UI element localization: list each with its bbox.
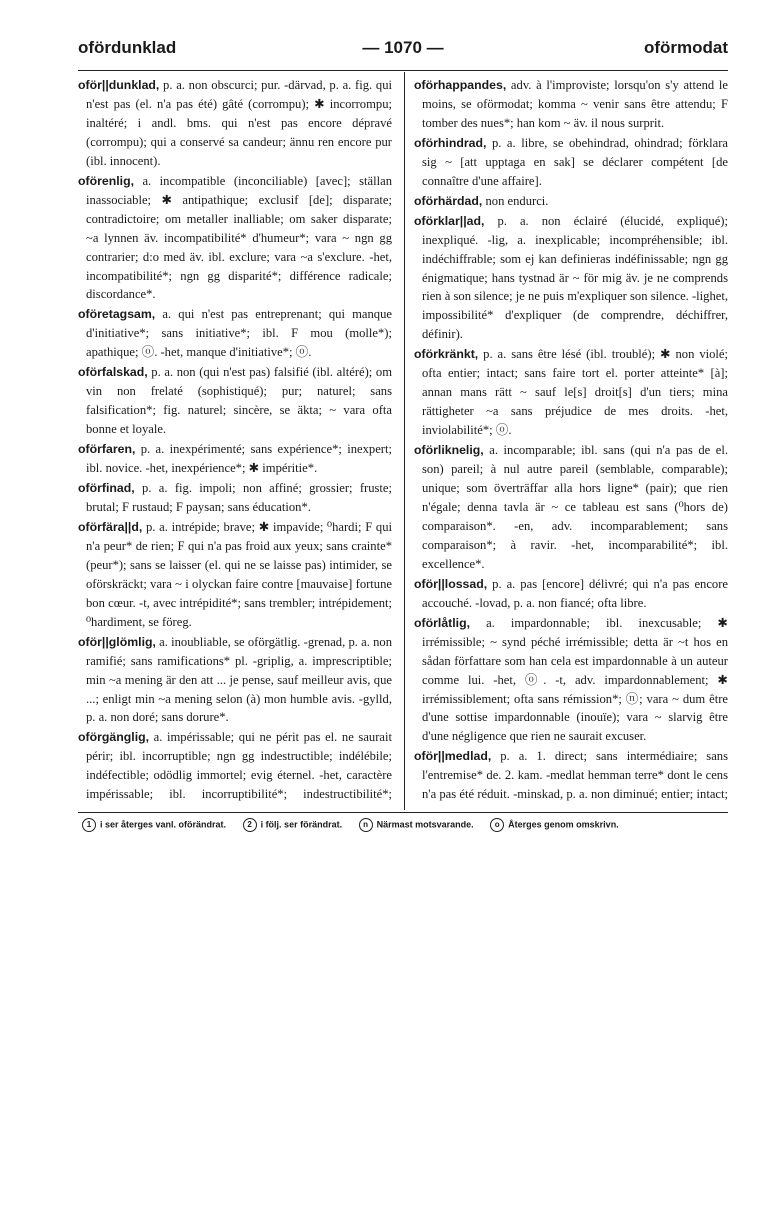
dictionary-entry (78, 76, 392, 171)
dictionary-entry (78, 363, 392, 439)
footnote-rule (78, 812, 728, 813)
headword: oföretagsam, (78, 307, 156, 322)
headword: oförlåtlig, (414, 615, 471, 630)
entry-text: p. a. non obscurci; pur. -därvad, p. a. fig. qui n'est pas (el. n'a pas été) gâté (corrompu); ✱ incorrompu; inaltéré; i andl. bms. qui n'est pas encore dépravé (corrompu); qui a conservé sa candeur; ännu ren encore pur (ibl. innocent). (86, 78, 392, 168)
headword: oför||glömlig, (78, 634, 156, 649)
headword: oförenlig, (78, 173, 135, 188)
dictionary-entry (414, 345, 728, 440)
dictionary-entry (78, 305, 392, 362)
footnote-text: i ser återges vanl. oförändrat. (100, 819, 227, 830)
dictionary-entry (78, 479, 392, 517)
entry-text: a. incomparable; ibl. sans (qui n'a pas de el. son) pareil; à nul autre pareil (semblable, comparable); unique; som överträffar alla hors ligne* (pair); que rien n'égale; denna tavla är ~ ce tableau est sans (⁰hors de) comparaison*. -en, adv. incomparablement; sans comparaison*; à ravir. -het, incomparabilité*; ibl. excellence*. (422, 443, 728, 571)
dictionary-entry (414, 134, 728, 191)
left-guide-word: ofördunklad (78, 38, 177, 57)
headword: oförfära||d, (78, 519, 143, 534)
dictionary-entry (414, 747, 728, 808)
entry-text: a. impardonnable; ibl. inexcusable; ✱ irrémissible; ~ synd péché irrémissible; detta är ~t hos en sådan författare som han cela est impardonnable à un auteur comme lui. -het, ⓞ. -t, adv. impardonnablement; ✱ irrémissiblement; ofta sans rémission*; ⓝ; vara ~ dum être d'une sottise impardonnable (inouïe); vara ~ slarvig être d'une négligence que rien ne saurait excuser. (422, 615, 728, 744)
headword: oför||dunklad, (78, 78, 160, 92)
dictionary-entry (414, 192, 728, 211)
entry-text: p. a. intrépide; brave; ✱ impavide; ⁰hardi; F qui n'a peur* de rien; F qui n'a pas froid aux yeux; sans crainte* (peur*); sans se laisser (el. qui ne se laisse pas) intimider, se oförskräckt; vara ~ i olyckan faire contre [mauvaise] fortune bon cœur. -t, avec intrépidité*; sans trembler; intrépidement; ⁰hardiment, se föreg. (86, 519, 392, 629)
entry-text: p. a. sans être lésé (ibl. troublé); ✱ non violé; ofta entier; intact; sans faire tort el. porter atteinte* [à]; annan mans rätt ~ sauf le[s] droit[s] d'un tiers; mina rättigheter ~a sans préjudice de mes droits. -het, inviolabilité*; ⓞ. (422, 347, 728, 438)
entry-text: adv. à l'improviste; lorsqu'on s'y attend le moins, se oförmodat; komma ~ venir sans être attendu; F tomber des nues*; han kom ~ äv. il nous surprit. (422, 78, 728, 130)
entry-text: non endurci. (482, 193, 549, 208)
footnote-text: Återges genom omskrivn. (508, 819, 619, 830)
dictionary-entry (414, 441, 728, 574)
entry-text: a. inoubliable, se oförgätlig. -grenad, p. a. non ramifié; sans ramifications* pl. -griplig, a. imprescriptible; min ~a mening är den att ... je pense, sauf meilleur avis, que ...; enligt min ~a mening selon (à) mon humble avis. -gylld, p. a. non doré; sans dorure*. (86, 634, 392, 725)
headword: oförliknelig, (414, 443, 484, 458)
footnote-item (82, 818, 226, 832)
entry-text: p. a. non éclairé (élucidé, expliqué); inexpliqué. -lig, a. inexplicable; incompréhensible; ibl. indéchiffrable; som ej kan definieras indéfinissable; ngn gg énigmatique; hans tystnad är ~ för mig äv. je ne comprends rien à son silence; je ne puis m'expliquer son silence. -lighet, impossibilité* d'expliquer (de comprendre, déchiffrer, définir). (422, 213, 728, 342)
dictionary-entry (78, 633, 392, 728)
entry-text: p. a. 1. direct; sans intermédiaire; sans l'entremise* de. 2. kam. -medlat hemman terre* dont le cens n'a pas été réduit. -minskad, p. a. non diminué; entier; intact; (422, 749, 728, 802)
right-column (414, 76, 728, 808)
dictionary-entry (78, 440, 392, 478)
page-number: — 1070 — (362, 38, 444, 57)
entry-text: p. a. libre, se obehindrad, ohindrad; förklara sig ~ [att upptaga en sak] se déclarer compétent [de connaître d'une affaire]. (422, 135, 728, 188)
entry-text: p. a. inexpérimenté; sans expérience*; inexpert; ibl. novice. -het, inexpérience*; ✱ impéritie*. (86, 442, 392, 476)
headword: oförgänglig, (78, 730, 150, 745)
dictionary-entry (414, 212, 728, 345)
dictionary-entry (78, 172, 392, 305)
headword: oförklar||ad, (414, 213, 485, 228)
page-header (78, 36, 728, 66)
dictionary-entry (78, 728, 392, 808)
footnote-item (243, 818, 343, 832)
headword: oförhappandes, (414, 78, 507, 92)
headword: oför||lossad, (414, 576, 488, 591)
footnote-symbol-icon: o (490, 818, 504, 832)
dictionary-entry (414, 76, 728, 133)
footnote-text: Närmast motsvarande. (376, 819, 474, 830)
dictionary-entry (414, 575, 728, 613)
headword: oförfaren, (78, 442, 136, 457)
footnote-symbol-icon: 2 (243, 818, 257, 832)
headword: oförfalskad, (78, 365, 148, 380)
entry-text: a. qui n'est pas entreprenant; qui manque d'initiative*; sans initiative*; ibl. F mou (molle*); apathique; ⓞ. -het, manque d'initiative*; ⓞ. (86, 307, 392, 360)
footnote-item (359, 818, 474, 832)
footnote-symbol-icon: 1 (82, 818, 96, 832)
footnote-text: i följ. ser förändrat. (260, 819, 343, 830)
left-column (78, 76, 392, 808)
headword: oförfinad, (78, 481, 135, 496)
footnote-legend (82, 818, 732, 838)
dictionary-entry (78, 518, 392, 632)
entry-text: a. impérissable; qui ne périt pas el. ne saurait périr; ibl. incorruptible; ngn gg indestructible; indélébile; indéfectible; odödlig immortel; evig éternel. -het, caractère impérissable; ibl. incorruptibilité*; indestructibilité*; (86, 730, 392, 802)
footnote-symbol-icon: n (359, 818, 373, 832)
right-guide-word: oförmodat (643, 38, 728, 57)
entry-text: p. a. non (qui n'est pas) falsifié (ibl. altéré); om vin non frelaté (sophistiqué); pur; naturel; sans falsification*; fig. naturel; sincère, se äkta; ~ vara ofta bonne et loyale. (86, 365, 392, 437)
dictionary-entry (414, 614, 728, 747)
entry-text: p. a. pas [encore] délivré; qui n'a pas encore accouché. -lovad, p. a. non fiancé; ofta libre. (422, 576, 728, 610)
footnote-item (490, 818, 619, 832)
entry-text: p. a. fig. impoli; non affiné; grossier; fruste; brutal; F rustaud; F paysan; sans éducation*. (86, 481, 392, 514)
headword: oförkränkt, (414, 347, 479, 362)
headword: oförhärdad, (414, 193, 483, 208)
headword: oförhindrad, (414, 135, 487, 150)
headword: oför||medlad, (414, 749, 492, 764)
header-rule (78, 70, 728, 71)
entry-text: a. incompatible (inconciliable) [avec]; ställan inassociable; ✱ antipathique; exclusif [de]; disparate; contradictoire; om metaller inalliable; om saker disparate; ~a lynnen äv. incompatibilité* d'humeur*; vara ~ ngn gg contrarier; d:o med äv. ibl. exclure; vara ~a s'exclure. -het, incompatibilité*; ngn gg disparité*; différence radicale; discordance*. (86, 173, 392, 302)
column-divider (404, 72, 405, 810)
